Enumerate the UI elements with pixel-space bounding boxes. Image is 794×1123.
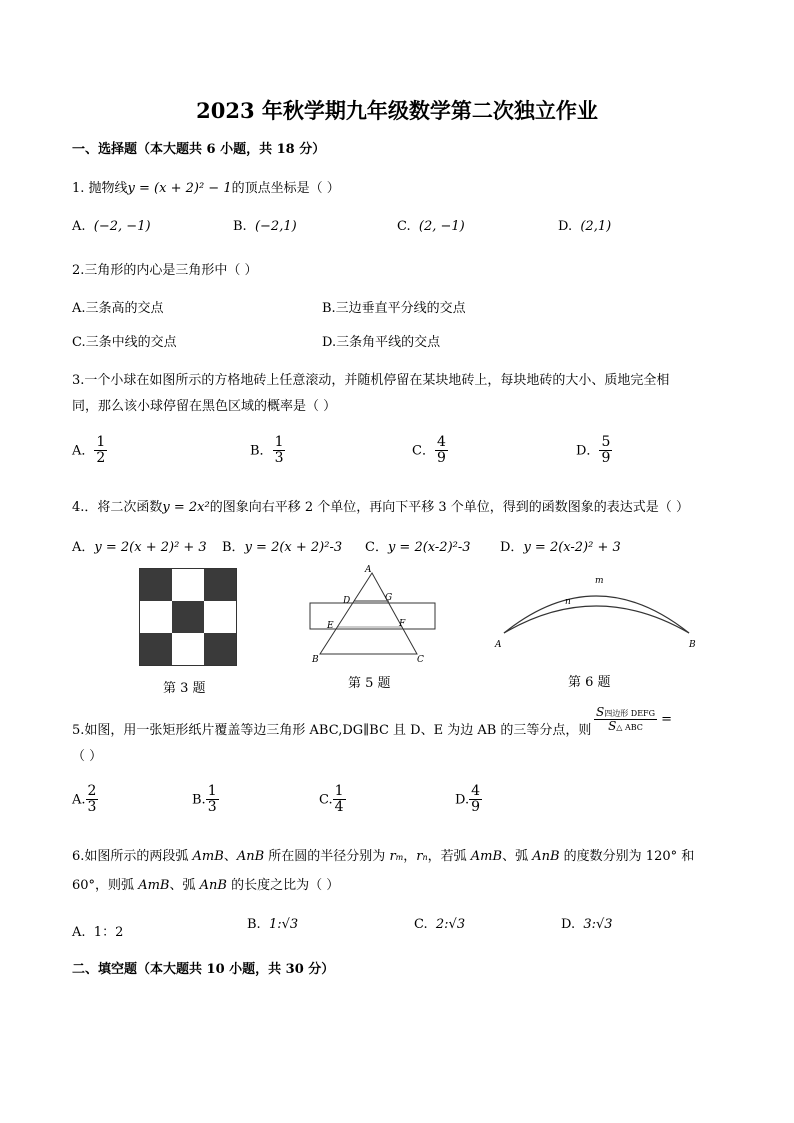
q5-option-c[interactable]: C. $\frac{1}{4}$ [319, 783, 344, 816]
black-tile [172, 601, 204, 633]
black-tile [140, 633, 172, 665]
arc-amb [504, 596, 689, 633]
q6-option-b[interactable]: B. 1:√3 [247, 917, 299, 932]
q1-option-c[interactable]: C. (2, −1) [397, 219, 465, 234]
figure-3-checkerboard [139, 568, 237, 666]
black-tile [204, 633, 236, 665]
q4-option-b[interactable]: B．y = 2(x + 2)²-3 [222, 540, 343, 555]
figure-6-arcs [490, 572, 705, 652]
label-a: A [495, 640, 502, 650]
black-tile [140, 569, 172, 601]
q6-option-a[interactable]: A. 1：2 [72, 925, 124, 940]
q1-prefix: 1. 抛物线 [72, 181, 128, 196]
question-2: 2.三角形的内心是三角形中（ ） [72, 263, 258, 278]
question-4: 4.．将二次函数y = 2x²的图象向右平移 2 个单位，再向下平移 3 个单位，得到的函数图象的表达式是（ ） [72, 500, 689, 515]
q5-option-d[interactable]: D. $\frac{4}{9}$ [455, 783, 481, 816]
label-d: D [343, 596, 351, 606]
q1-option-a[interactable]: A. (−2, −1) [72, 219, 151, 234]
triangle-abc [320, 573, 417, 654]
label-g: G [385, 593, 393, 603]
q1-suffix: 的顶点坐标是（ ） [231, 181, 340, 196]
black-tile [204, 569, 236, 601]
q6-option-c[interactable]: C. 2:√3 [414, 917, 466, 932]
q4-option-d[interactable]: D．y = 2(x-2)² + 3 [500, 540, 621, 555]
q1-formula: y = (x + 2)² − 1 [127, 181, 232, 196]
label-b: B [689, 640, 696, 650]
q5-blank: （ ） [72, 749, 103, 764]
question-1 [72, 177, 340, 196]
figure-5-triangle [305, 562, 440, 667]
label-c: C [417, 655, 424, 665]
figure-6-caption: 第 6 题 [568, 675, 611, 690]
figure-5-caption: 第 5 题 [348, 676, 391, 691]
q2-option-c[interactable]: C.三条中线的交点 [72, 335, 177, 350]
figure-3-caption: 第 3 题 [163, 681, 206, 696]
section-heading-fill: 二、填空题（本大题共 10 小题，共 30 分） [72, 962, 335, 977]
q1-option-d[interactable]: D. (2,1) [558, 219, 612, 234]
q5-option-a[interactable]: A. $\frac{2}{3}$ [72, 783, 97, 816]
q4-option-a[interactable]: A．y = 2(x + 2)² + 3 [72, 540, 207, 555]
q3-option-c[interactable]: C． $\frac{4}{9}$ [412, 434, 446, 467]
q4-option-c[interactable]: C．y = 2(x-2)²-3 [365, 540, 471, 555]
question-3-line1: 3.一个小球在如图所示的方格地砖上任意滚动，并随机停留在某块地砖上，每块地砖的大小、质地完全相 [72, 373, 670, 388]
section-heading-choice: 一、选择题（本大题共 6 小题，共 18 分） [72, 142, 326, 157]
label-a: A [365, 565, 372, 575]
question-6-line2: 60°，则弧 AmB、弧 AnB 的长度之比为（ ） [72, 878, 340, 893]
question-6-line1: 6.如图所示的两段弧 AmB、AnB 所在圆的半径分别为 rm，rn，若弧 AmB、弧 AnB 的度数分别为 120° 和 [72, 849, 695, 864]
page-title: 2023 年秋学期九年级数学第二次独立作业 [196, 98, 598, 123]
q3-option-b[interactable]: B． $\frac{1}{3}$ [250, 434, 284, 467]
label-f: F [399, 619, 406, 629]
label-n: n [565, 597, 571, 607]
arc-anb [504, 606, 689, 633]
q5-fraction: $\frac{\text{S四边形 DEFG}}{\text{S△ ABC}}$ = [596, 705, 673, 734]
q2-option-a[interactable]: A.三条高的交点 [72, 301, 164, 316]
q6-option-d[interactable]: D. 3:√3 [561, 917, 613, 932]
q3-option-a[interactable]: A． $\frac{1}{2}$ [72, 434, 106, 467]
question-5: 5.如图，用一张矩形纸片覆盖等边三角形 ABC,DG∥BC 且 D、E 为边 AB 的三等分点，则 [72, 723, 592, 738]
q5-option-b[interactable]: B. $\frac{1}{3}$ [192, 783, 217, 816]
label-b: B [312, 655, 319, 665]
q2-option-b[interactable]: B.三边垂直平分线的交点 [322, 301, 466, 316]
label-m: m [595, 576, 604, 586]
label-e: E [327, 621, 334, 631]
q2-option-d[interactable]: D.三条角平线的交点 [322, 335, 441, 350]
question-3-line2: 同，那么该小球停留在黑色区域的概率是（ ） [72, 399, 337, 414]
q3-option-d[interactable]: D． $\frac{5}{9}$ [576, 434, 611, 467]
q1-option-b[interactable]: B. (−2,1) [233, 219, 297, 234]
